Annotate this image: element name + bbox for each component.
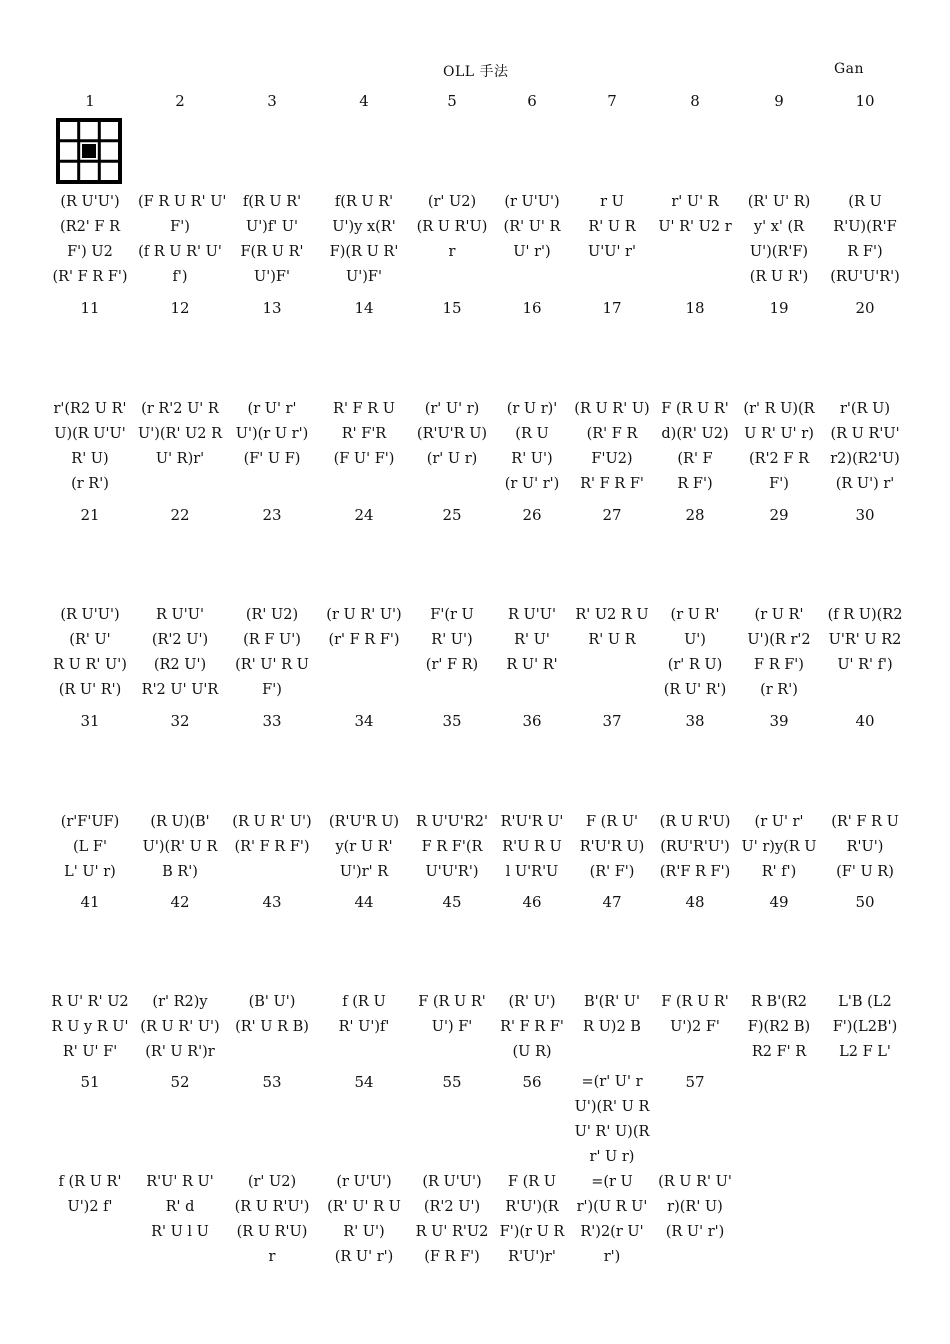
case-number: 16 (522, 299, 542, 317)
case-number: 17 (602, 299, 622, 317)
case-number: 40 (855, 712, 875, 730)
case-number: 56 (522, 1073, 542, 1091)
algorithm-text: R'U'R U' R'U R U l U'R'U (500, 814, 564, 880)
algorithm-text: (r U R' U')(R r'2 F R F') (r R') (747, 607, 811, 698)
case-number: 21 (80, 506, 100, 524)
case-number: 11 (80, 299, 100, 317)
author-label: Gan (834, 61, 865, 77)
case-number: 19 (769, 299, 789, 317)
algorithm-text: f(R U R' U')f' U' F(R U R' U')F' (240, 194, 304, 285)
case-number: 28 (685, 506, 705, 524)
case-number: 52 (170, 1073, 190, 1091)
case-number: 20 (855, 299, 875, 317)
algorithm-text: (R U R' U' r)(R' U) (R U' r') (658, 1174, 732, 1240)
case-number: 4 (359, 92, 369, 110)
case-number: 49 (769, 893, 789, 911)
case-number: 51 (80, 1073, 100, 1091)
case-number: 54 (354, 1073, 374, 1091)
algorithm-text: R U'U' R' U' R U' R' (506, 607, 558, 673)
case-number: 39 (769, 712, 789, 730)
case-number: 57 (685, 1073, 705, 1091)
algorithm-text: (r U'U') (R' U' R U' r') (503, 194, 561, 260)
algorithm-text: (B' U') (R' U R B) (235, 994, 309, 1035)
case-number: 18 (685, 299, 705, 317)
algorithm-text: (r U R' U') (r' F R F') (326, 607, 402, 648)
case-number: 2 (175, 92, 185, 110)
algorithm-text: (r U'U') (R' U' R U R' U') (R U' r') (327, 1174, 401, 1265)
case-number: 7 (607, 92, 617, 110)
case-number: 42 (170, 893, 190, 911)
algorithm-text: (r' U2) (R U R'U') (R U R'U) r (234, 1174, 310, 1265)
algorithm-text: (R'U'R U) y(r U R' U')r' R (328, 814, 400, 880)
algorithm-text: =(r' U' r U')(R' U R U' R' U)(R r' U r) (574, 1074, 650, 1165)
case-number: 32 (170, 712, 190, 730)
case-number: 10 (855, 92, 875, 110)
algorithm-text: R U'U'R2' F R F'(R U'U'R') (415, 814, 489, 880)
algorithm-text: L'B (L2 F')(L2B') L2 F L' (832, 994, 898, 1060)
case-number: 48 (685, 893, 705, 911)
case-number: 29 (769, 506, 789, 524)
case-number: 26 (522, 506, 542, 524)
algorithm-text: (f R U)(R2 U'R' U R2 U' R' f') (827, 607, 903, 673)
algorithm-text: F (R U R'U')(R F')(r U R R'U')r' (499, 1174, 565, 1265)
algorithm-text: (r R'2 U' R U')(R' U2 R U' R)r' (138, 401, 223, 467)
case-number: 53 (262, 1073, 282, 1091)
algorithm-text: (r'F'UF) (L F' L' U' r) (60, 814, 120, 880)
algorithm-text: (F R U R' U' F') (f R U R' U' f') (138, 194, 227, 285)
algorithm-text: F (R U R' d)(R' U2) (R' F R F') (661, 401, 729, 492)
algorithm-text: (R U)(B' U')(R' U R B R') (142, 814, 218, 880)
algorithm-text: R' F R U R' F'R (F U' F') (333, 401, 395, 467)
cube-oll-1-diagram (56, 118, 122, 184)
algorithm-text: R U'U' (R'2 U') (R2 U') R'2 U' U'R (141, 607, 219, 698)
algorithm-text: (r U' r' U' r)y(R U R' f') (741, 814, 817, 880)
case-number: 46 (522, 893, 542, 911)
algorithm-text: B'(R' U' R U)2 B (583, 994, 641, 1035)
algorithm-text: r' U' R U' R' U2 r (658, 194, 732, 235)
algorithm-text: F (R U' R'U'R U) (R' F') (579, 814, 645, 880)
algorithm-text: (r' R U)(R U R' U' r) (R'2 F R F') (743, 401, 815, 492)
case-number: 24 (354, 506, 374, 524)
algorithm-text: (R U'U') (R2' F R F') U2 (R' F R F') (52, 194, 128, 285)
algorithm-text: F (R U R' U')2 F' (661, 994, 729, 1035)
case-number: 31 (80, 712, 100, 730)
case-number: 30 (855, 506, 875, 524)
algorithm-text: f (R U R' U')2 f' (58, 1174, 122, 1215)
algorithm-text: (R' U') R' F R F' (U R) (500, 994, 564, 1060)
algorithm-text: R B'(R2 F)(R2 B) R2 F' R (747, 994, 811, 1060)
case-number: 8 (690, 92, 700, 110)
case-number: 43 (262, 893, 282, 911)
algorithm-text: (R' U2) (R F U') (R' U' R U F') (235, 607, 309, 698)
algorithm-text: R U' R' U2 R U y R U' R' U' F' (51, 994, 129, 1060)
algorithm-text: (r U R' U') (r' R U) (R U' R') (663, 607, 727, 698)
case-number: 45 (442, 893, 462, 911)
case-number: 27 (602, 506, 622, 524)
algorithm-text: =(r U r')(U R U' R')2(r U' r') (576, 1174, 648, 1265)
algorithm-text: (R U R'U) (RU'R'U') (R'F R F') (659, 814, 731, 880)
case-number: 34 (354, 712, 374, 730)
algorithm-text: f(R U R' U')y x(R' F)(R U R' U')F' (329, 194, 399, 285)
case-number: 15 (442, 299, 462, 317)
case-number: 12 (170, 299, 190, 317)
case-number: 47 (602, 893, 622, 911)
algorithm-text: (R U'U') (R'2 U') R U' R'U2 (F R F') (415, 1174, 489, 1265)
algorithm-text: R'U' R U' R' d R' U l U (146, 1174, 214, 1240)
algorithm-text: f (R U R' U')f' (338, 994, 390, 1035)
case-number: 50 (855, 893, 875, 911)
document-title: OLL 手法 (443, 64, 509, 80)
case-number: 33 (262, 712, 282, 730)
algorithm-text: (r U' r' U')(r U r') (F' U F) (235, 401, 309, 467)
case-number: 36 (522, 712, 542, 730)
case-number: 23 (262, 506, 282, 524)
algorithm-text: r'(R2 U R' U)(R U'U' R' U) (r R') (53, 401, 127, 492)
case-number: 25 (442, 506, 462, 524)
case-number: 37 (602, 712, 622, 730)
case-number: 38 (685, 712, 705, 730)
algorithm-text: F (R U R' U') F' (418, 994, 486, 1035)
algorithm-text: (R U'U') (R' U' R U R' U') (R U' R') (53, 607, 127, 698)
case-number: 14 (354, 299, 374, 317)
algorithm-text: (r U r)' (R U R' U') (r U' r') (504, 401, 560, 492)
algorithm-text: r U R' U R U'U' r' (588, 194, 636, 260)
algorithm-text: (r' R2)y (R U R' U') (R' U R')r (140, 994, 220, 1060)
case-number: 13 (262, 299, 282, 317)
case-number: 35 (442, 712, 462, 730)
algorithm-text: (R' U' R) y' x' (R U')(R'F) (R U R') (747, 194, 811, 285)
case-number: 3 (267, 92, 277, 110)
case-number: 1 (85, 92, 95, 110)
algorithm-text: (r' U2) (R U R'U) r (416, 194, 488, 260)
algorithm-text: (r' U' r) (R'U'R U) (r' U r) (416, 401, 488, 467)
case-number: 41 (80, 893, 100, 911)
case-number: 9 (774, 92, 784, 110)
case-number: 22 (170, 506, 190, 524)
algorithm-text: (R U R'U)(R'F R F') (RU'U'R') (830, 194, 900, 285)
algorithm-text: (R' F R U R'U') (F' U R) (831, 814, 899, 880)
case-number: 6 (527, 92, 537, 110)
case-number: 55 (442, 1073, 462, 1091)
algorithm-text: R' U2 R U R' U R (575, 607, 649, 648)
algorithm-text: (R U R' U) (R' F R F'U2) R' F R F' (574, 401, 650, 492)
algorithm-text: r'(R U) (R U R'U' r2)(R2'U) (R U') r' (830, 401, 900, 492)
algorithm-text: F'(r U R' U') (r' F R) (425, 607, 479, 673)
algorithm-text: (R U R' U') (R' F R F') (232, 814, 312, 855)
case-number: 44 (354, 893, 374, 911)
case-number: 5 (447, 92, 457, 110)
